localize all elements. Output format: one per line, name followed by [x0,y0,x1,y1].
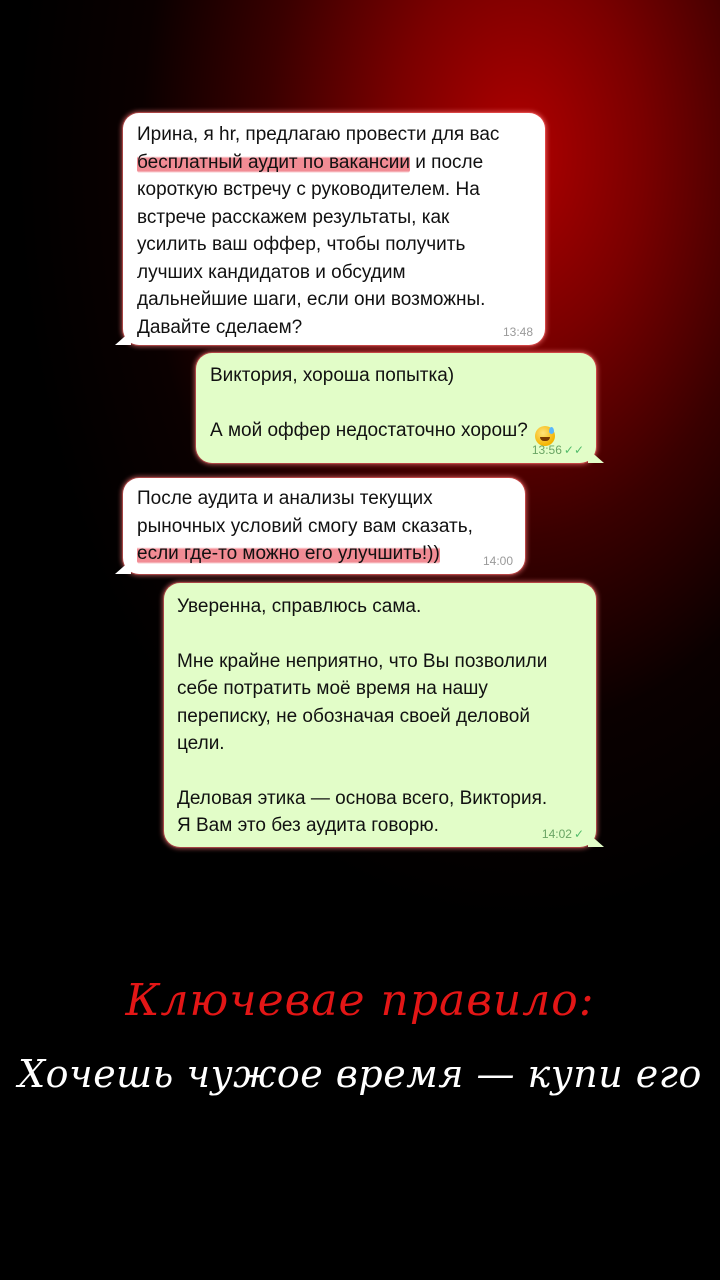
message-line [210,362,582,390]
bubble-tail [588,833,604,847]
message-line [137,204,531,232]
text-segment: переписку, не обозначая своей деловой [177,705,530,727]
message-line [137,286,531,314]
message-text [137,485,511,568]
message-line [177,812,584,840]
message-line [177,730,584,758]
highlighted-text: бесплатный аудит по вакансии [137,151,411,173]
text-segment: дальнейшие шаги, если они возможны. [137,289,486,310]
text-segment: встрече расскажем результаты, как [137,206,450,228]
caption-title: Ключевае правило: [125,975,595,1026]
text-segment: Деловая этика — основа всего, Виктория. [177,787,548,809]
text-segment: А мой оффер недостаточно хорош? [210,419,534,441]
read-checkmark-icon: ✓✓ [563,443,584,457]
message-time: 13:48 [502,325,533,339]
text-segment: себе потратить моё время на нашу [177,678,488,699]
text-segment: Виктория, хороша попытка) [210,365,455,386]
message-time: 14:02 ✓ [541,827,584,841]
message-line [177,703,584,731]
message-text [137,121,531,341]
message-line [177,785,584,813]
message-time: 14:00 [482,554,513,568]
highlighted-text: если где-то можно его улучшить!)) [137,543,440,564]
message-bubble-incoming-2[interactable] [123,478,525,574]
text-segment: короткую встречу с руководителем. На [137,179,480,200]
message-bubble-outgoing-1[interactable] [196,353,596,463]
text-segment: Я Вам это без аудита говорю. [177,815,439,836]
message-line [137,485,511,513]
text-segment: Мне крайне неприятно, что Вы позволили [177,650,548,672]
text-segment: лучших кандидатов и обсудим [137,261,406,283]
text-segment: Ирина, я hr, предлагаю провести для вас [137,124,500,145]
text-segment: рыночных условий смогу вам сказать, [137,515,473,537]
text-segment: и после [410,151,484,173]
message-line [137,259,531,287]
text-segment: После аудита и анализы текущих [137,488,433,509]
message-line [177,758,584,785]
message-line [137,121,531,149]
caption-text: Хочешь чужое время — купи его [18,1052,702,1096]
message-line [210,390,582,417]
message-text [210,362,582,446]
text-segment: усилить ваш оффер, чтобы получить [137,234,466,255]
message-line [177,621,584,648]
message-time: 13:56 ✓✓ [531,443,584,457]
text-segment: Уверенна, справлюсь сама. [177,596,422,617]
bubble-tail [115,560,131,574]
message-line [137,231,531,259]
bubble-tail [588,449,604,463]
message-line [137,314,531,342]
message-text [177,593,584,840]
message-line [137,513,511,541]
bubble-tail [115,331,131,345]
message-line [137,176,531,204]
message-line [177,675,584,703]
text-segment: Давайте сделаем? [137,316,303,338]
text-segment: цели. [177,733,225,754]
message-line [137,149,531,177]
message-line [210,417,582,446]
message-bubble-outgoing-2[interactable] [164,583,596,847]
delivered-checkmark-icon: ✓ [573,827,584,841]
message-line [177,593,584,621]
message-line [137,540,511,568]
message-bubble-incoming-1[interactable] [123,113,545,345]
message-line [177,648,584,676]
